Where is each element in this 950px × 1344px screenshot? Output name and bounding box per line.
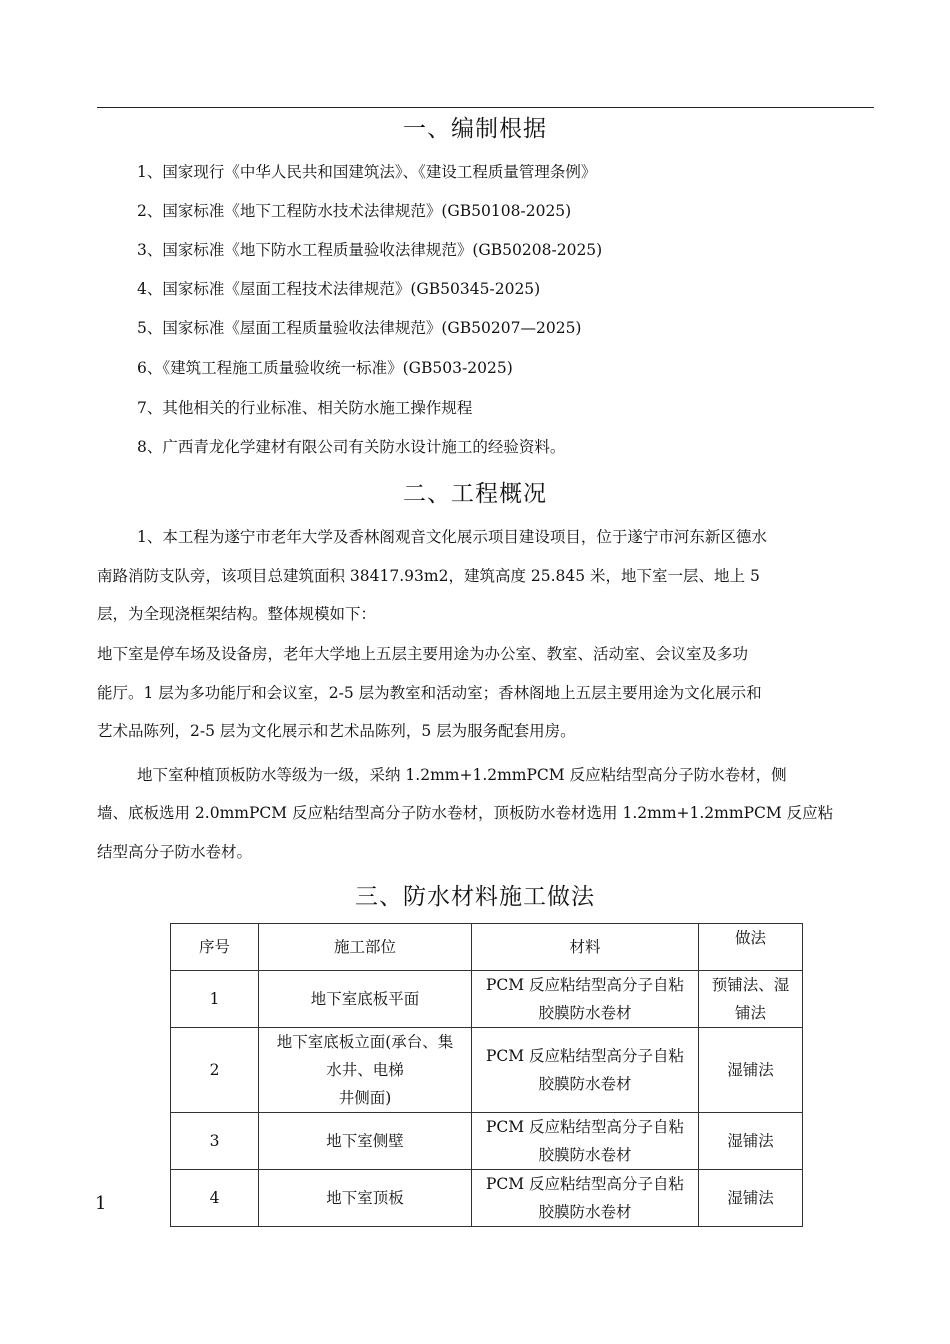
cell-location: 地下室底板平面: [259, 971, 472, 1028]
cell-material: PCM 反应粘结型高分子自粘 胶膜防水卷材: [472, 1170, 699, 1227]
overview-paragraph-line: 能厅。1 层为多功能厅和会议室，2-5 层为教室和活动室；香林阁地上五层主要用途为文化展示和: [97, 684, 762, 702]
header-cell-location: 施工部位: [259, 924, 472, 971]
cell-method: 湿铺法: [699, 1113, 803, 1170]
cell-no: 1: [171, 971, 259, 1028]
table-row: [171, 971, 803, 1028]
materials-table: [170, 923, 803, 1227]
section-title-materials: 三、防水材料施工做法: [355, 884, 595, 910]
header-cell-method: 做法: [699, 924, 803, 971]
basis-item: 1、国家现行《中华人民共和国建筑法》、《建设工程质量管理条例》: [137, 163, 597, 181]
cell-location: 地下室底板立面(承台、集 水井、电梯 井侧面): [259, 1028, 472, 1113]
basis-item: 5、国家标准《屋面工程质量验收法律规范》(GB50207—2025): [137, 319, 582, 337]
table-row: [171, 1170, 803, 1227]
cell-material: PCM 反应粘结型高分子自粘 胶膜防水卷材: [472, 1113, 699, 1170]
overview-paragraph-line: 地下室是停车场及设备房，老年大学地上五层主要用途为办公室、教室、活动室、会议室及多功: [97, 645, 749, 663]
header-cell-no: 序号: [171, 924, 259, 971]
overview-paragraph-line: 1、本工程为遂宁市老年大学及香林阁观音文化展示项目建设项目，位于遂宁市河东新区德水: [137, 528, 767, 546]
cell-method: 预铺法、湿 铺法: [699, 971, 803, 1028]
section-title-basis: 一、编制根据: [403, 116, 547, 142]
cell-method: 湿铺法: [699, 1170, 803, 1227]
overview-paragraph-line: 墙、底板选用 2.0mmPCM 反应粘结型高分子防水卷材，顶板防水卷材选用 1.2mm+1.2mmPCM 反应粘: [97, 804, 834, 822]
basis-item: 8、广西青龙化学建材有限公司有关防水设计施工的经验资料。: [137, 438, 566, 456]
cell-method: 湿铺法: [699, 1028, 803, 1113]
overview-paragraph-line: 南路消防支队旁，该项目总建筑面积 38417.93m2，建筑高度 25.845 米，地下室一层、地上 5: [97, 567, 760, 585]
page-number: 1: [95, 1193, 107, 1214]
basis-item: 3、国家标准《地下防水工程质量验收法律规范》(GB50208-2025): [137, 241, 603, 259]
basis-item: 6、《建筑工程施工质量验收统一标准》(GB503-2025): [137, 359, 513, 377]
basis-item: 4、国家标准《屋面工程技术法律规范》(GB50345-2025): [137, 280, 541, 298]
cell-no: 4: [171, 1170, 259, 1227]
cell-location: 地下室顶板: [259, 1170, 472, 1227]
basis-item: 2、国家标准《地下工程防水技术法律规范》(GB50108-2025): [137, 202, 572, 220]
overview-paragraph-line: 层，为全现浇框架结构。整体规模如下：: [97, 605, 377, 623]
cell-material: PCM 反应粘结型高分子自粘 胶膜防水卷材: [472, 971, 699, 1028]
overview-paragraph-line: 地下室种植顶板防水等级为一级，采纳 1.2mm+1.2mmPCM 反应粘结型高分子防水卷材，侧: [137, 766, 787, 784]
section-title-overview: 二、工程概况: [403, 481, 547, 507]
cell-no: 2: [171, 1028, 259, 1113]
header-cell-material: 材料: [472, 924, 699, 971]
table-row: [171, 1113, 803, 1170]
basis-item: 7、其他相关的行业标准、相关防水施工操作规程: [137, 399, 473, 417]
cell-no: 3: [171, 1113, 259, 1170]
table-row: [171, 1028, 803, 1113]
table-header-row: [171, 924, 803, 971]
overview-paragraph-line: 结型高分子防水卷材。: [97, 843, 253, 861]
overview-paragraph-line: 艺术品陈列，2-5 层为文化展示和艺术品陈列，5 层为服务配套用房。: [97, 722, 576, 740]
cell-material: PCM 反应粘结型高分子自粘 胶膜防水卷材: [472, 1028, 699, 1113]
cell-location: 地下室侧壁: [259, 1113, 472, 1170]
header-rule: [97, 107, 874, 108]
